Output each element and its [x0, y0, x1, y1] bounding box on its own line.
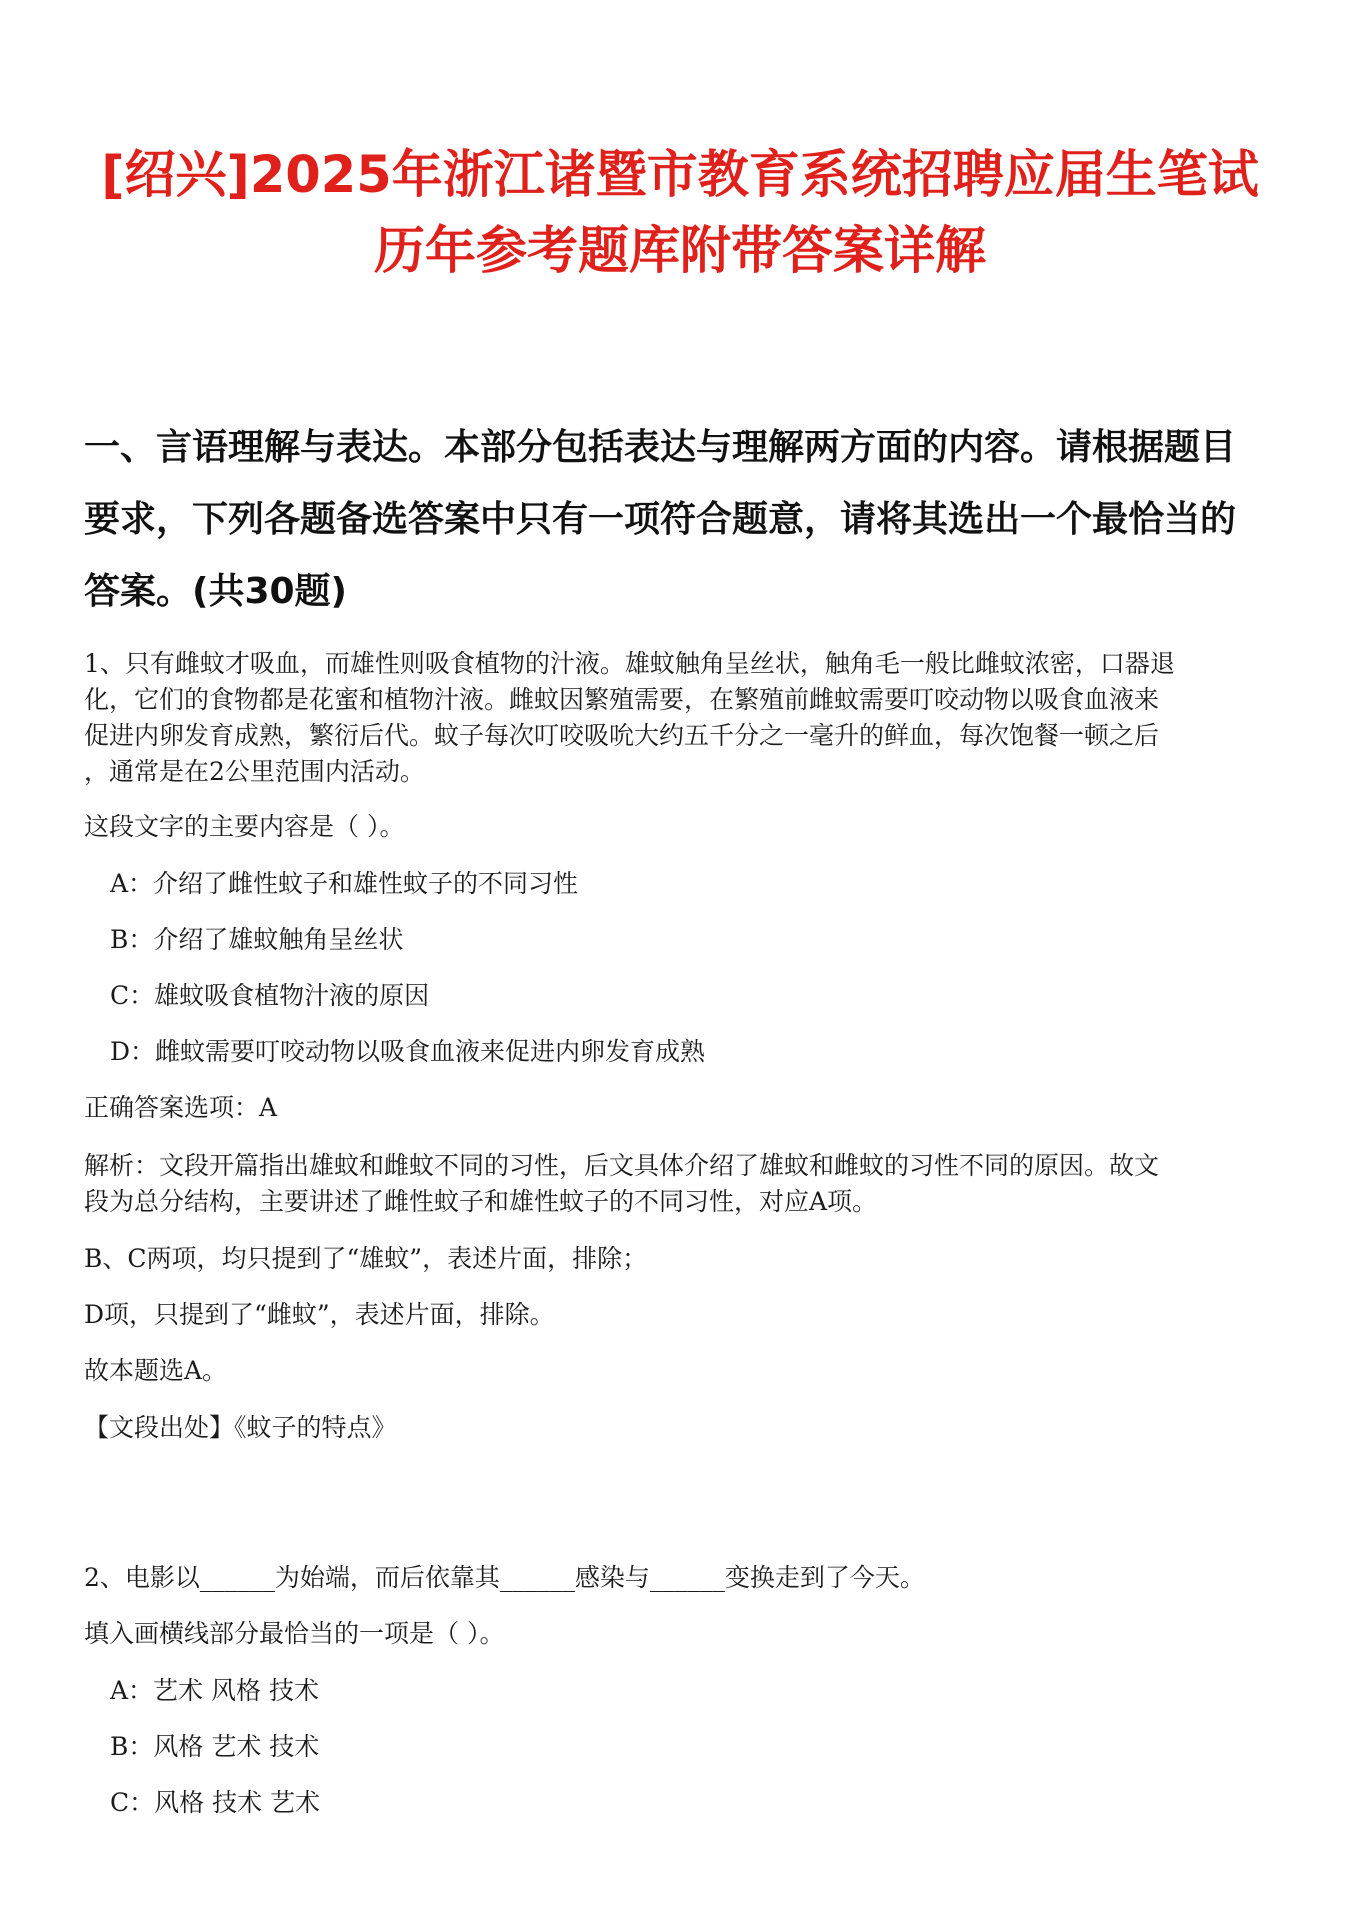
section-heading-line-1: 一、言语理解与表达。本部分包括表达与理解两方面的内容。请根据题目 — [84, 427, 1237, 468]
q1-option-c: C：雄蚊吸食植物汁液的原因 — [110, 981, 430, 1010]
q1-option-a: A：介绍了雌性蚊子和雄性蚊子的不同习性 — [110, 869, 579, 898]
q1-stem-line-2: 化，它们的食物都是花蜜和植物汁液。雌蚊因繁殖需要，在繁殖前雌蚊需要叮咬动物以吸食血液来 — [84, 685, 1160, 714]
q1-analysis-line-2: 段为总分结构，主要讲述了雌性蚊子和雄性蚊子的不同习性，对应A项。 — [84, 1187, 878, 1216]
section-heading — [84, 412, 1280, 628]
q2-option-c: C：风格 技术 艺术 — [110, 1788, 321, 1817]
q1-answer: 正确答案选项：A — [84, 1093, 278, 1122]
q1-stem-line-1: 1、只有雌蚊才吸血，而雄性则吸食植物的汁液。雄蚊触角呈丝状，触角毛一般比雌蚊浓密，口器退 — [84, 649, 1175, 678]
q1-question: 这段文字的主要内容是（ ）。 — [84, 812, 405, 841]
q2-option-b: B：风格 艺术 技术 — [110, 1732, 320, 1761]
q1-stem-line-3: 促进内卵发育成熟，繁衍后代。蚊子每次叮咬吸吮大约五千分之一毫升的鲜血，每次饱餐一顿之后 — [84, 721, 1160, 750]
section-heading-line-3: 答案。(共30题) — [84, 571, 348, 612]
q1-analysis-line-1: 解析：文段开篇指出雄蚊和雌蚊不同的习性，后文具体介绍了雄蚊和雌蚊的习性不同的原因。故文 — [84, 1151, 1160, 1180]
q2-stem: 2、电影以______为始端，而后依靠其______感染与______变换走到了今天。 — [84, 1563, 925, 1592]
q1-option-b: B：介绍了雄蚊触角呈丝状 — [110, 925, 404, 954]
q2-option-a: A：艺术 风格 技术 — [110, 1676, 319, 1705]
title-line-1: [绍兴]2025年浙江诸暨市教育系统招聘应届生笔试 — [101, 146, 1259, 205]
title-line-2: 历年参考题库附带答案详解 — [373, 222, 986, 281]
q1-note-bc: B、C两项，均只提到了“雄蚊”，表述片面，排除； — [84, 1244, 648, 1273]
q1-stem-line-4: ，通常是在2公里范围内活动。 — [84, 757, 425, 786]
q1-option-d: D：雌蚊需要叮咬动物以吸食血液来促进内卵发育成熟 — [110, 1037, 706, 1066]
q2-question: 填入画横线部分最恰当的一项是（ ）。 — [84, 1619, 505, 1648]
q1-conclusion: 故本题选A。 — [84, 1356, 228, 1385]
q1-note-d: D项，只提到了“雌蚊”，表述片面，排除。 — [84, 1300, 555, 1329]
q1-source: 【文段出处】《蚊子的特点》 — [84, 1413, 397, 1442]
document-title — [60, 138, 1300, 290]
section-heading-line-2: 要求，下列各题备选答案中只有一项符合题意，请将其选出一个最恰当的 — [84, 499, 1237, 540]
